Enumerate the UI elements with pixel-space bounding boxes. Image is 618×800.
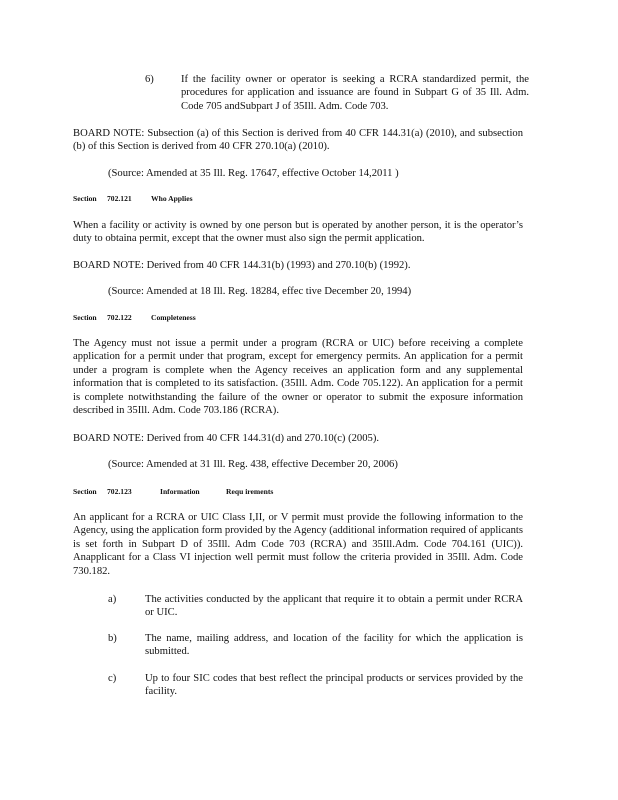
- who-applies-text: When a facility or activity is owned by one person but is operated by another person, it is the operator’s duty to obtaina permit, except that the owner must also sign the permit application.: [73, 220, 523, 245]
- board-note-3: BOARD NOTE: Derived from 40 CFR 144.31(d) and 270.10(c) (2005).: [73, 433, 379, 444]
- item-6-text: If the facility owner or operator is seeking a RCRA standardized permit, the procedures for application and issuance are found in Subpart G of 35 Ill. Adm. Code 705 andSubpart J of 35Ill. Adm. Code 703.: [181, 74, 529, 112]
- section-702-122-heading: [73, 313, 196, 323]
- section-702-121-heading: [73, 194, 193, 204]
- section-number: 702.121: [107, 194, 132, 203]
- source-note-1: (Source: Amended at 35 Ill. Reg. 17647, effective October 14,2011 ): [108, 168, 399, 179]
- source-note-3: (Source: Amended at 31 Ill. Reg. 438, effective December 20, 2006): [108, 459, 398, 470]
- section-label: Section: [73, 313, 97, 322]
- section-title-part-2: Requ irements: [226, 487, 274, 496]
- section-title: Who Applies: [151, 194, 193, 203]
- section-label: Section: [73, 194, 97, 203]
- item-b-text: The name, mailing address, and location of the facility for which the application is submitted.: [145, 633, 523, 658]
- section-number: 702.123: [107, 487, 132, 496]
- item-a-text: The activities conducted by the applicant that require it to obtain a permit under RCRA or UIC.: [145, 594, 523, 619]
- section-title: Completeness: [151, 313, 196, 322]
- source-note-2: (Source: Amended at 18 Ill. Reg. 18284, effec tive December 20, 1994): [108, 286, 412, 297]
- item-a-number: a): [108, 594, 117, 605]
- item-c-text: Up to four SIC codes that best reflect the principal products or services provided by the facility.: [145, 673, 523, 698]
- item-c-number: c): [108, 673, 117, 684]
- item-b-number: b): [108, 633, 117, 644]
- section-number: 702.122: [107, 313, 132, 322]
- board-note-2: BOARD NOTE: Derived from 40 CFR 144.31(b) (1993) and 270.10(b) (1992).: [73, 260, 411, 271]
- item-6-number: 6): [145, 74, 154, 85]
- board-note-1: BOARD NOTE: Subsection (a) of this Section is derived from 40 CFR 144.31(a) (2010), and subsection (b) of this Section is derived from 40 CFR 270.10(a) (2010).: [73, 128, 523, 153]
- section-702-123-heading: [73, 487, 273, 497]
- information-text: An applicant for a RCRA or UIC Class I,II, or V permit must provide the following information to the Agency, using the application form provided by the Agency (additional information required of applicants is set forth in Subpart D of 35Ill. Adm Code 703 (RCRA) and 35Ill.Adm. Code 704.161 (UIC)). Anapplicant for a Class VI injection well permit must follow the criteria provided in 35Ill. Adm. Code 730.182.: [73, 512, 523, 577]
- completeness-text: The Agency must not issue a permit under a program (RCRA or UIC) before receiving a complete application for a permit under that program, except for emergency permits. An application for a permit under a program is complete when the Agency receives an application form and any supplemental information that is completed to its satisfaction. (35Ill. Adm. Code 705.122). An application for a permit is complete notwithstanding the failure of the owner or operator to submit the exposure information described in 35Ill. Adm. Code 703.186 (RCRA).: [73, 338, 523, 417]
- section-label: Section: [73, 487, 97, 496]
- section-title-part-1: Information: [160, 487, 200, 496]
